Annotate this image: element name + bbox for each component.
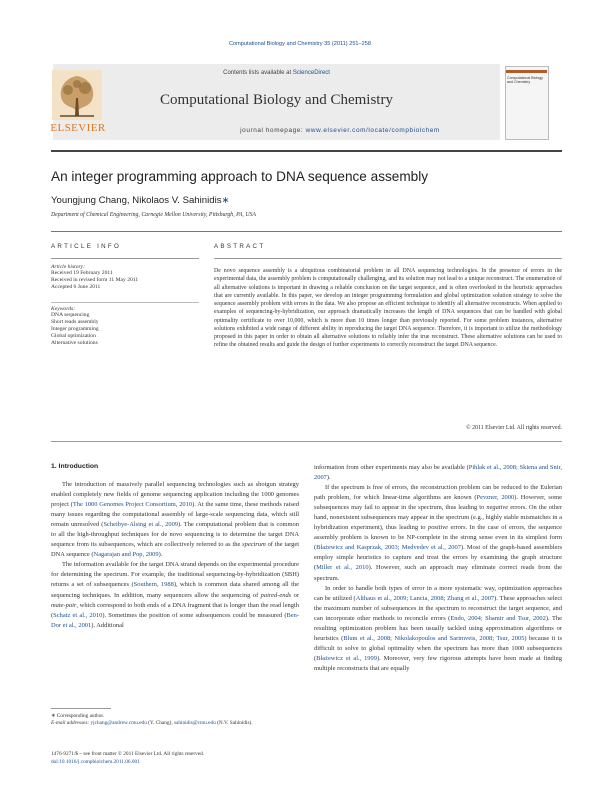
text-run: or xyxy=(291,591,299,599)
keyword-item: DNA sequencing xyxy=(51,312,90,318)
contents-line xyxy=(53,70,500,76)
text-run: ). Most of the graph-based assemblers employ simple heuristics to capture and treat the errors by examining the graph structure ( xyxy=(314,544,562,572)
text-run: ). However, some subsequences may fail to appear in the spectrum, thus leading to xyxy=(314,494,562,512)
text-run: ), which is common data shared among all the sequencing techniques. In addition, many sequencers allow the sequencing of xyxy=(51,581,299,599)
citation-link[interactable]: Pihlak et al., 2008; Skiena and Snir, 2007 xyxy=(314,464,563,482)
corresponding-author-mark[interactable]: ∗ xyxy=(221,195,230,206)
emphasis-text: spectrum xyxy=(242,541,266,549)
footnote xyxy=(51,713,301,726)
journal-cover-band xyxy=(506,70,547,73)
citation-link[interactable]: Błażewicz and Kasprzak, 2003; Medvedev et al., 2007 xyxy=(316,544,461,552)
text-run: ). At the same time, these methods raised many issues regarding the computational assembly of large-scale sequencing data, which still remain unresolved ( xyxy=(51,501,299,529)
author-affiliation: Department of Chemical Engineering, Carnegie Mellon University, Pittsburgh, PA, USA xyxy=(51,212,256,218)
intro-paragraph-4 xyxy=(314,584,562,674)
abstract-body xyxy=(214,267,562,350)
text-run: If the spectrum is free of errors, the reconstruction problem can be reduced to the Eulerian path problem, for which linear-time algorithms are known ( xyxy=(314,484,562,502)
affiliation-rule xyxy=(51,231,562,232)
citation-link[interactable]: Schatz et al., 2010 xyxy=(53,611,103,619)
abstract-heading: ABSTRACT xyxy=(214,243,266,250)
email-line xyxy=(51,720,301,727)
text-run: ). xyxy=(158,551,163,559)
text-run: of the target DNA sequence ( xyxy=(51,541,299,559)
masthead-rule xyxy=(51,150,562,152)
text-run: The introduction of massively parallel sequencing technologies such as shotgun strategy enabled completely new fields of genome sequencing application including the 1000 genomes project ( xyxy=(51,481,299,509)
citation-link[interactable]: Endo, 2004; Shamir and Tsur, 2002 xyxy=(450,614,546,622)
abstract-end-rule xyxy=(51,441,562,442)
text-run: , which correspond to both ends of a DNA fragment that is longer than the read length ( xyxy=(51,601,299,619)
journal-citation[interactable]: Computational Biology and Chemistry 35 (2011) 251–258 xyxy=(228,41,371,47)
author-list xyxy=(51,195,230,206)
article-history xyxy=(51,264,201,291)
email-link[interactable]: sahinidis@cmu.edu xyxy=(173,719,216,726)
citation-link[interactable]: Miller et al., 2010 xyxy=(316,564,369,572)
text-run: errors. On the other hand, nonexistent subsequences may appear in the spectrum (e.g., highly stable mismatches in a hybridization experiment), thus leading to xyxy=(314,504,562,532)
citation-link[interactable]: The 1000 Genomes Project Consortium, 2010 xyxy=(72,501,193,509)
homepage-link[interactable]: www.elsevier.com/locate/compbiolchem xyxy=(305,127,440,134)
citation-link[interactable]: Błażewicz et al., 1999 xyxy=(316,654,377,662)
emphasis-text: mate-pair xyxy=(51,601,77,609)
text-run: The information available for the target DNA strand depends on the experimental procedure for determining the spectrum. For example, the traditional sequencing-by-hybridization (SBH) returns a set of subsequences ( xyxy=(51,561,299,589)
emphasis-text: paired-ends xyxy=(260,591,292,599)
history-accepted: Accepted 6 June 2011 xyxy=(51,284,101,290)
history-label: Article history: xyxy=(51,264,86,270)
elsevier-wordmark[interactable]: ELSEVIER xyxy=(50,122,106,134)
corresponding-author-note: ∗ Corresponding author. xyxy=(51,713,105,719)
contents-prefix: Contents lists available at xyxy=(223,70,293,76)
email-link[interactable]: yjchang@andrew.cmu.edu xyxy=(90,719,147,726)
citation-link[interactable]: Nagarajan and Pop, 2009 xyxy=(93,551,159,559)
citation-link[interactable]: Scheibye-Alsing et al., 2009 xyxy=(103,521,179,529)
text-run: errors. In the case of errors, the sequence assembly problem is known to be NP-complete in the strong sense even in its simplest form ( xyxy=(314,524,562,552)
authors-text: Youngjung Chang, Nikolaos V. Sahinidis xyxy=(51,195,222,206)
keyword-item: Short reads assembly xyxy=(51,319,99,325)
text-run: information from other experiments may also be available ( xyxy=(314,464,469,471)
abstract-paragraph: De novo sequence assembly is a ubiquitous combinatorial problem in all DNA sequencing technologies. In the presence of errors in the experimental data, the assembly problem is computationally challenging, and its solution may not lead to a unique reconstruct. The enumeration of all alternative solutions is important in drawing a reliable conclusion on the target sequence, and is often overlooked in the heuristic approaches that are currently available. In this paper, we develop an integer programming formulation and global optimization solution strategy to solve the sequence assembly problem with errors in the data. We also propose an efficient technique to identify all alternative reconstructs. When applied to examples of sequencing-by-hybridization, our approach dramatically increases the length of DNA sequences that can be handled with global optimality certificate to over 10,000, which is more than 10 times longer than previously reported. For some problem instances, alternative solutions exhibited a wide range of different ability in reproducing the target DNA sequence. Therefore, it is important to utilize the methodology proposed in this paper in order to obtain all alternative solutions to reliably infer the true reconstruct. These alternative solutions can be used to refine the obtained results and guide the design of further experiments to correctly reconstruct the target DNA sequence. xyxy=(214,268,562,349)
text-run: ). xyxy=(326,474,331,482)
text-run: ). These approaches select the maximum number of subsequences in the spectrum to reconstruct the target sequence, and can incorporate other methods to reconcile errors ( xyxy=(314,594,562,622)
text-run: ). However, such an approach may eliminate correct reads from the spectrum. xyxy=(314,564,562,582)
body-column-right xyxy=(314,463,562,674)
emphasis-text: positive xyxy=(427,524,449,532)
text-run: ). Sometimes the position of some subsequences could be measured ( xyxy=(102,611,287,619)
history-revised: Received in revised form 11 May 2011 xyxy=(51,277,139,283)
article-info-rule xyxy=(51,258,199,259)
journal-name: Computational Biology and Chemistry xyxy=(160,92,393,108)
keywords-rule xyxy=(51,302,199,303)
article-info-heading: ARTICLE INFO xyxy=(51,243,122,250)
keywords-label: Keywords: xyxy=(51,306,76,312)
email-owner: (Y. Chang), xyxy=(146,719,174,726)
text-run: In order to handle both types of error in a more systematic way, optimization approaches can be utilized ( xyxy=(314,584,562,602)
intro-paragraph-continued xyxy=(314,463,562,483)
intro-paragraph-3 xyxy=(314,483,562,583)
footnote-rule xyxy=(51,708,111,709)
issn-doi-block xyxy=(51,751,351,766)
text-run: ). Moreover, very few rigorous attempts have been made at finding multiple reconstructs that are equally xyxy=(314,654,562,672)
body-column-left xyxy=(51,480,299,631)
citation-link[interactable]: Pevzner, 2000 xyxy=(476,494,515,502)
section-heading-introduction: 1. Introduction xyxy=(51,463,99,470)
doi-link[interactable]: doi:10.1016/j.compbiolchem.2011.06.001 xyxy=(51,758,140,765)
citation-link[interactable]: Blum et al., 2008; Nikolakopoulos and Sarimveis, 2008; Tsur, 2005 xyxy=(343,634,525,642)
journal-homepage-line xyxy=(170,127,510,134)
journal-cover-title: Computational Biology and Chemistry xyxy=(507,76,543,85)
text-run: ). The resulting optimization problem has been usually tackled using approximation algorithms or heuristics ( xyxy=(314,614,562,642)
issn-line: 1476-9271/$ – see front matter © 2011 Elsevier Ltd. All rights reserved. xyxy=(51,751,205,757)
email-label: E-mail addresses: xyxy=(51,719,91,726)
text-run: ) because it is difficult to solve to global optimality when the spectrum has more than 1000 subsequences ( xyxy=(314,634,562,662)
keyword-item: Alternative solutions xyxy=(51,340,98,346)
text-run: ). Additional xyxy=(91,621,124,629)
text-run: ). The computational problem that is common to all the high-throughput techniques for de novo sequencing is to determine the target DNA sequence from its subsequences, which are collectively referred to as the xyxy=(51,521,299,549)
abstract-rule xyxy=(214,258,562,259)
citation-link[interactable]: Southern, 1988 xyxy=(133,581,174,589)
sciencedirect-link[interactable]: ScienceDirect xyxy=(292,70,330,76)
email-owner: (N.V. Sahinidis). xyxy=(215,719,253,726)
copyright-notice: © 2011 Elsevier Ltd. All rights reserved. xyxy=(466,425,562,431)
elsevier-tree-logo-icon xyxy=(50,68,104,124)
homepage-prefix: journal homepage: xyxy=(240,127,306,134)
article-title: An integer programming approach to DNA sequence assembly xyxy=(51,169,429,184)
keyword-item: Integer programming xyxy=(51,326,99,332)
citation-link[interactable]: Althaus et al., 2009; Lancia, 2008; Zhang et al., 2007 xyxy=(355,594,495,602)
intro-paragraph-1 xyxy=(51,480,299,560)
history-received: Received 19 February 2011 xyxy=(51,270,113,276)
keywords-block xyxy=(51,306,201,347)
citation-link[interactable]: Ben-Dor et al., 2001 xyxy=(51,611,299,629)
intro-paragraph-2 xyxy=(51,560,299,630)
keyword-item: Global optimization xyxy=(51,333,96,339)
emphasis-text: negative xyxy=(486,504,509,512)
